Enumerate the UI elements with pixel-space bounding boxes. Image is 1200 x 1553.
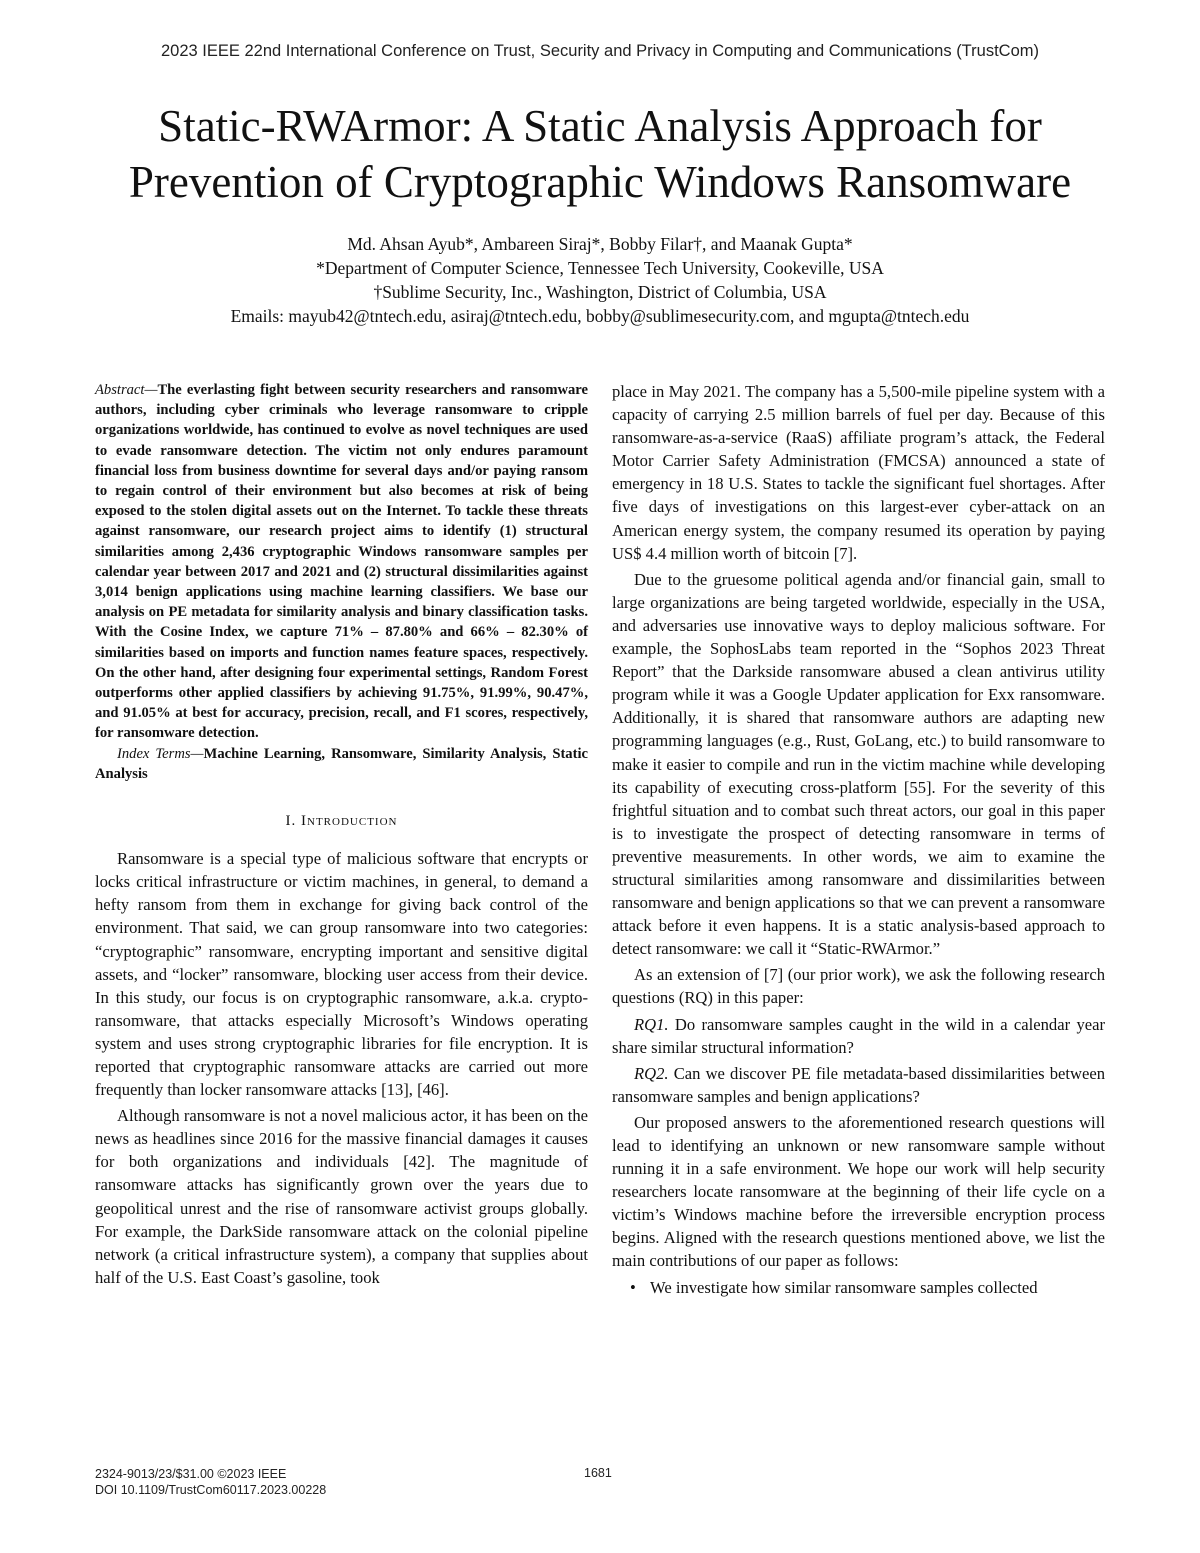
- bullet-1-text: We investigate how similar ransomware samples collected: [650, 1277, 1038, 1297]
- right-column: [612, 380, 1105, 1299]
- section-heading-introduction: I. Introduction: [285, 813, 398, 830]
- abstract-text: The everlasting fight between security researchers and ransomware authors, including cyber criminals who leverage ransomware to cripple organizations worldwide, has continued to evolve as novel techniques are used to evade ransomware detection. The victim not only endures paramount financial loss from business downtime for several days and/or paying ransom to regain control of their environment but also becomes at risk of being exposed to the stolen digital assets out on the Internet. To tackle these threats against ransomware, our research project aims to identify (1) structural similarities among 2,436 cryptographic Windows ransomware samples per calendar year between 2017 and 2021 and (2) structural dissimilarities against 3,014 benign applications using machine learning classifiers. We base our analysis on PE metadata for similarity analysis and binary classification tasks. With the Cosine Index, we capture 71% – 87.80% and 66% – 82.30% of similarities based on imports and function names feature spaces, respectively. On the other hand, after designing four experimental settings, Random Forest outperforms other applied classifiers by achieving 91.75%, 91.99%, 90.47%, and 91.05% at best for accuracy, precision, recall, and F1 scores, respectively, for ransomware detection.: [95, 382, 588, 742]
- research-question-2: [612, 1062, 1105, 1108]
- research-question-1: [612, 1013, 1105, 1059]
- intro-paragraph-3: Due to the gruesome political agenda and/or financial gain, small to large organizations are being targeted worldwide, especially in the USA, and adversaries use innovative ways to deploy malicious software. For example, the SophosLabs team reported in the “Sophos 2023 Threat Report” that the Darkside ransomware abused a clean antivirus utility program while it was a Google Updater application for Exx ransomware. Additionally, it is shared that ransomware authors are adapting new programming languages (e.g., Rust, GoLang, etc.) to build ransomware to make it easier to compile and run in the victim machine while developing its capability of executing cross-platform [55]. For the severity of this frightful situation and to combat such threat actors, our goal in this paper is to investigate the prospect of detecting ransomware in terms of preventive measurements. In other words, we aim to examine the structural similarities among ransomware and dissimilarities between ransomware and benign applications so that we can prevent a ransomware attack before it even happens. It is a static analysis-based approach to detect ransomware: we call it “Static-RWArmor.”: [612, 569, 1105, 959]
- abstract: [95, 380, 588, 744]
- rq2-text: Can we discover PE file metadata-based dissimilarities between ransomware samples and benign applications?: [612, 1063, 1105, 1106]
- contribution-bullet-1: [612, 1276, 1105, 1299]
- abstract-label: Abstract—: [95, 382, 158, 398]
- title-line-2: Prevention of Cryptographic Windows Ransomware: [128, 157, 1072, 207]
- index-terms-text: Machine Learning, Ransomware, Similarity Analysis, Static Analysis: [95, 745, 588, 782]
- index-terms-label: Index Terms—: [117, 745, 204, 762]
- rq1-label: RQ1.: [634, 1014, 669, 1034]
- footer-copyright: [95, 1466, 326, 1498]
- author-block: [0, 232, 1200, 328]
- footer-issn: 2324-9013/23/$31.00 ©2023 IEEE: [95, 1467, 287, 1481]
- footer-doi: DOI 10.1109/TrustCom60117.2023.00228: [95, 1483, 327, 1497]
- page-number: 1681: [584, 1466, 612, 1480]
- rq2-label: RQ2.: [634, 1063, 669, 1083]
- author-emails: Emails: mayub42@tntech.edu, asiraj@tntech.edu, bobby@sublimesecurity.com, and mgupta@tntech.edu: [230, 306, 970, 326]
- intro-paragraph-4: As an extension of [7] (our prior work), we ask the following research questions (RQ) in this paper:: [612, 965, 1105, 1008]
- intro-paragraph-5: Our proposed answers to the aforementioned research questions will lead to identifying an unknown or new ransomware sample without running it in a safe environment. We hope our work will help security researchers locate ransomware at the beginning of their life cycle on a victim’s Windows machine before the irreversible encryption process begins. Aligned with the research questions mentioned above, we list the main contributions of our paper as follows:: [612, 1112, 1105, 1271]
- author-names: Md. Ahsan Ayub*, Ambareen Siraj*, Bobby Filar†, and Maanak Gupta*: [347, 234, 853, 254]
- continued-paragraph: place in May 2021. The company has a 5,500-mile pipeline system with a capacity of carrying 2.5 million barrels of fuel per day. Because of this ransomware-as-a-service (RaaS) affiliate program’s attack, the Federal Motor Carrier Safety Administration (FMCSA) announced a state of emergency in 18 U.S. States to tackle the significant fuel shortages. After five days of investigations on this largest-ever cyber-attack on an American energy system, the company resumed its operation by paying US$ 4.4 million worth of bitcoin [7].: [612, 382, 1105, 563]
- left-column: [95, 380, 588, 1292]
- affiliation-1: *Department of Computer Science, Tennessee Tech University, Cookeville, USA: [316, 258, 884, 278]
- affiliation-2: †Sublime Security, Inc., Washington, District of Columbia, USA: [373, 282, 827, 302]
- index-terms: [95, 744, 588, 784]
- conference-header: 2023 IEEE 22nd International Conference on Trust, Security and Privacy in Computing and Communications (TrustCom): [161, 42, 1039, 60]
- rq1-text: Do ransomware samples caught in the wild in a calendar year share similar structural information?: [612, 1014, 1105, 1057]
- intro-paragraph-2: Although ransomware is not a novel malicious actor, it has been on the news as headlines since 2016 for the massive financial damages it causes for both organizations and individuals [42]. The magnitude of ransomware attacks has significantly grown over the years due to geopolitical unrest and the rise of ransomware activist groups globally. For example, the DarkSide ransomware attack on the colonial pipeline network (a critical infrastructure system), a company that supplies about half of the U.S. East Coast’s gasoline, took: [95, 1106, 588, 1287]
- title-line-1: Static-RWArmor: A Static Analysis Approach for: [158, 101, 1042, 151]
- intro-paragraph-1: Ransomware is a special type of malicious software that encrypts or locks critical infrastructure or victim machines, in general, to demand a hefty ransom from them in exchange for giving back control of the environment. That said, we can group ransomware into two categories: “cryptographic” ransomware, encrypting important and sensitive digital assets, and “locker” ransomware, blocking user access from their device. In this study, our focus is on cryptographic ransomware, a.k.a. crypto-ransomware, that attacks especially Microsoft’s Windows operating system and uses strong cryptographic libraries for file encryption. It is reported that cryptographic ransomware attacks are carried out more frequently than locker ransomware attacks [13], [46].: [95, 849, 588, 1100]
- paper-title: [60, 98, 1140, 210]
- bullet-dot-icon: •: [630, 1277, 636, 1297]
